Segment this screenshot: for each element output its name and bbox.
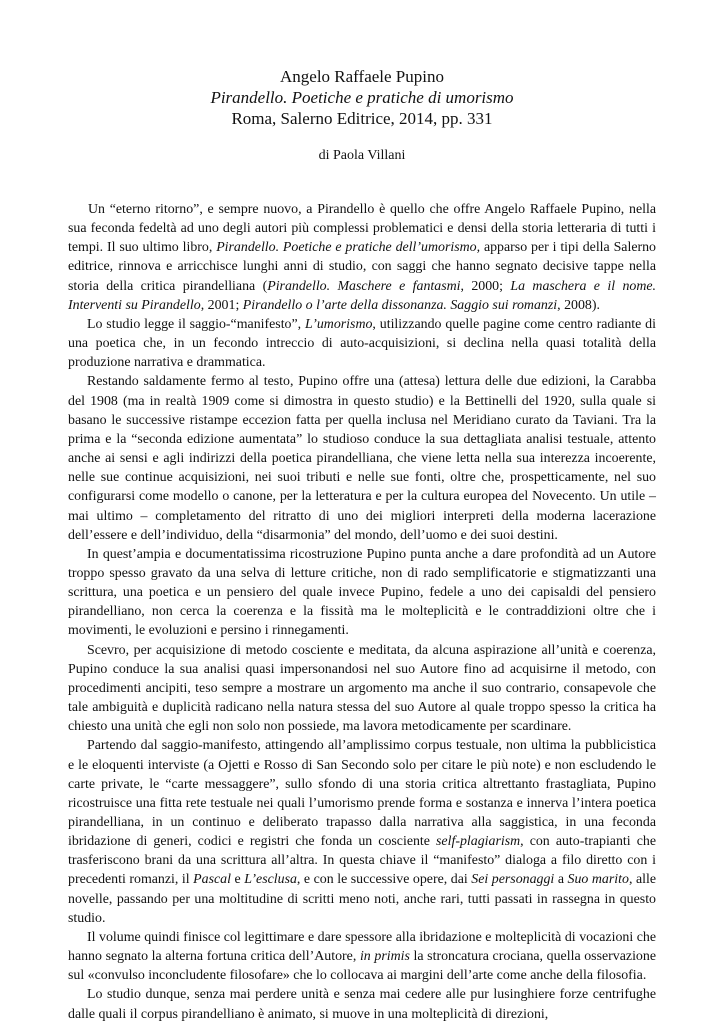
italic-text: Pirandello o l’arte della dissonanza. Saggio sui romanzi xyxy=(242,297,558,313)
text-run: , alle novelle, passando per una moltitudine di scritti meno noti, anche rari, tutti passati in rassegna in questo studio. xyxy=(68,872,657,926)
paragraph xyxy=(68,315,656,372)
italic-text: La maschera e il nome. Interventi su Pirandello xyxy=(68,278,657,313)
text-run: , 2001; xyxy=(200,297,243,313)
italic-text: Pascal xyxy=(193,872,231,888)
italic-text: L’esclusa xyxy=(244,872,297,888)
review-header xyxy=(68,66,656,129)
text-run: Un “eterno ritorno”, e sempre nuovo, a Pirandello è quello che offre Angelo Raffaele Pupino, nella sua feconda fedeltà ad uno degli autori più complessi problematici e densi della storia letteraria di tutti i tempi. Il suo ultimo libro, xyxy=(68,202,656,256)
text-run: a xyxy=(554,872,568,888)
text-run: Scevro, per acquisizione di metodo cosciente e meditata, da alcuna aspirazione all’unità e coerenza, Pupino conduce la sua analisi quasi impersonandosi nel suo Autore fino ad acquisirne il metodo, con procedimenti ancipiti, teso sempre a mostrare un argomento ma anche il suo contrario, consapevole che tale ambiguità e duplicità radicano nella natura stessa del suo Autore al quale troppo spesso la critica ha chiesto una unità che egli non solo non possiede, ma lavora metodicamente per scardinare. xyxy=(68,642,656,735)
paragraph xyxy=(68,200,656,315)
publication-info: Roma, Salerno Editrice, 2014, pp. 331 xyxy=(231,109,493,128)
review-byline: di Paola Villani xyxy=(318,148,406,163)
text-run: In quest’ampia e documentatissima ricostruzione Pupino punta anche a dare profondità ad un Autore troppo spesso gravato da una selva di letture critiche, non di rado semplificatorie e stigmatizzanti una scrittura, una poetica e un pensiero del quale invece Pupino, fedele a uno dei capisaldi del pensiero pirandelliano, non cerca la coerenza e la fissità ma le molteplicità e le contraddizioni oltre che i movimenti, le evoluzioni e persino i rinnegamenti. xyxy=(68,546,656,639)
paragraph xyxy=(68,641,656,737)
italic-text: Pirandello. Maschere e fantasmi xyxy=(267,278,461,294)
paragraph xyxy=(68,928,656,985)
text-run: , e con le successive opere, dai xyxy=(296,872,472,888)
text-run: apparso per i tipi della Salerno editrice, rinnova e arricchisce lunghi anni di studio, con saggi che hanno segnato decisive tappe nella storia della critica pirandelliana ( xyxy=(68,240,656,294)
review-body xyxy=(68,200,656,1024)
italic-text: Sei personaggi xyxy=(471,872,555,888)
paragraph xyxy=(68,545,656,641)
book-author: Angelo Raffaele Pupino xyxy=(280,67,444,86)
italic-text: in primis xyxy=(359,949,410,965)
text-run: Lo studio legge il saggio-“manifesto”, xyxy=(87,316,306,332)
text-run: , con auto-trapianti che trasferiscono brani da una scrittura all’altra. In questa chiave il “manifesto” dialoga a filo diretto con i precedenti romanzi, il xyxy=(68,834,656,888)
text-run: Lo studio dunque, senza mai perdere unità e senza mai cedere alle pur lusinghiere forze centrifughe dalle quali il corpus pirandelliano è animato, si muove in una molteplicità di direzioni, xyxy=(68,987,656,1022)
text-run: Il volume quindi finisce col legittimare e dare spessore alla ibridazione e molteplicità di vocazioni che hanno segnato la alterna fortuna critica dell’Autore, xyxy=(68,929,656,965)
italic-text: L’umorismo xyxy=(305,316,373,332)
text-run: Partendo dal saggio-manifesto, attingendo all’amplissimo corpus testuale, non ultima la pubblicistica e le eloquenti interviste (a Ojetti e Rosso di San Secondo solo per citare le più note) e non escludendo le carte private, le “carte messaggere”, sullo sfondo di una storia critica altrettanto frastagliata, Pupino ricostruisce una fitta rete testuale nei quali l’umorismo prende forma e sostanza e innerva l’intera poetica pirandelliana, in un continuo e deliberato trapasso dalla narrativa alla saggistica, in una feconda ibridazione di generi, codici e registri che fonda un cosciente xyxy=(68,738,656,850)
italic-text: Suo marito xyxy=(567,872,629,888)
italic-text: self-plagiarism xyxy=(436,834,521,850)
text-run: Restando saldamente fermo al testo, Pupino offre una (attesa) lettura delle due edizioni, la Carabba del 1908 (ma in realtà 1909 come si dimostra in questo studio) e la Bettinelli del 1920, sulla quale si basano le successive ristampe eccezion fatta per quella inclusa nel Meridiano curato da Taviani. Tra la prima e la “seconda edizione aumentata” lo studioso conduce la sua dettagliata analisi testuale, attento anche ai sensi e agli indirizzi della poetica pirandelliana, che viene letta nella sua interezza incoerente, nelle sue continue acquisizioni, nei suoi tributi e nelle sue fonti, oltre che, prospetticamente, nel suo configurarsi come modello o canone, per la letteratura e per la cultura europea del Novecento. Un utile – mai ultimo – completamento del ritratto di uno dei migliori interpreti della moderna lacerazione dell’essere e dell’individuo, della “disarmonia” del mondo, dell’uomo e dei suoi destini. xyxy=(68,374,656,543)
paragraph xyxy=(68,985,656,1023)
text-run: e xyxy=(230,872,245,888)
text-run: , 2000; xyxy=(460,278,511,294)
paragraph xyxy=(68,372,656,544)
italic-text: Pirandello. Poetiche e pratiche dell’umorismo, xyxy=(216,240,481,256)
text-run: la stroncatura crociana, quella osservazione sul «convulso inconcludente filosofare» che lo collocava ai margini dell’arte come anche della filosofia. xyxy=(68,949,656,984)
text-run: , 2008). xyxy=(557,297,600,313)
text-run: , utilizzando quelle pagine come centro radiante di una poetica che, in un fecondo intreccio di auto-acquisizioni, si declina nella quasi totalità della produzione narrativa e drammatica. xyxy=(68,316,656,371)
paragraph xyxy=(68,736,656,928)
book-title: Pirandello. Poetiche e pratiche di umorismo xyxy=(210,88,514,107)
